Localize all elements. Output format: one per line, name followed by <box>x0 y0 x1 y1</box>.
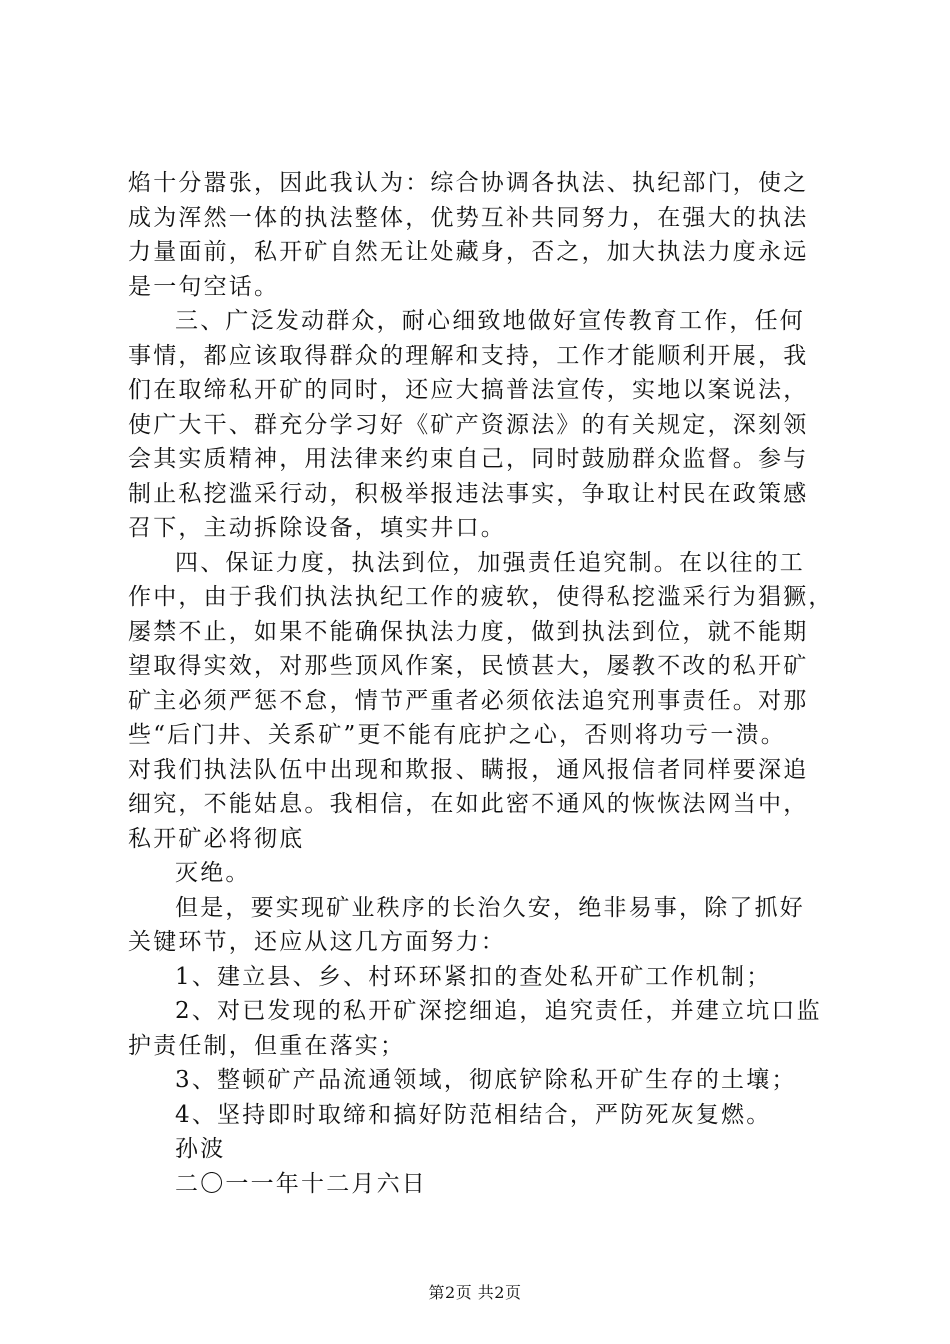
text-line: 些“后门井、关系矿”更不能有庇护之心，否则将功亏一溃。 <box>128 722 786 748</box>
paragraph-three-start: 三、广泛发动群众，耐心细致地做好宣传教育工作，任何 <box>175 308 805 334</box>
list-item: 4、坚持即时取缔和搞好防范相结合，严防死灰复燃。 <box>175 1101 772 1128</box>
text-line: 成为浑然一体的执法整体，优势互补共同努力，在强大的执法 <box>128 204 809 231</box>
list-item: 1、建立县、乡、村环环紧扣的查处私开矿工作机制； <box>175 963 772 990</box>
text-line: 私开矿必将彻底 <box>128 825 305 852</box>
author-name: 孙波 <box>175 1136 226 1162</box>
body-text <box>128 166 833 1201</box>
text-line: 会其实质精神，用法律来约束自己，同时鼓励群众监督。参与 <box>128 446 809 472</box>
text-line: 关键环节，还应从这几方面努力： <box>128 929 506 955</box>
text-line: 护责任制，但重在落实； <box>128 1032 406 1059</box>
text-line: 作中，由于我们执法执纪工作的疲软，使得私挖滥采行为猖獗， <box>128 584 834 610</box>
page-number-footer: 第2页 共2页 <box>428 1283 522 1302</box>
text-line: 望取得实效，对那些顶风作案，民愤甚大，屡教不改的私开矿 <box>128 653 809 679</box>
text-line: 灭绝。 <box>175 860 251 886</box>
text-line: 们在取缔私开矿的同时，还应大搞普法宣传，实地以案说法， <box>128 377 809 403</box>
paragraph-conclusion-start: 但是，要实现矿业秩序的长治久安，绝非易事，除了抓好 <box>175 894 805 921</box>
paragraph-four-start: 四、保证力度，执法到位，加强责任追究制。在以往的工 <box>175 549 805 576</box>
text-line: 矿主必须严惩不怠，情节严重者必须依法追究刑事责任。对那 <box>128 687 809 714</box>
text-line: 事情，都应该取得群众的理解和支持，工作才能顺利开展，我 <box>128 342 809 369</box>
text-line: 是一句空话。 <box>128 273 280 300</box>
text-line: 细究，不能姑息。我相信，在如此密不通风的恢恢法网当中， <box>128 791 809 817</box>
text-line: 力量面前，私开矿自然无让处藏身，否之，加大执法力度永远 <box>128 239 809 265</box>
text-line: 焰十分嚣张，因此我认为：综合协调各执法、执纪部门，使之 <box>128 170 809 196</box>
document-date: 二〇一一年十二月六日 <box>175 1170 427 1197</box>
text-line: 屡禁不止，如果不能确保执法力度，做到执法到位，就不能期 <box>128 618 809 645</box>
text-line: 使广大干、群充分学习好《矿产资源法》的有关规定，深刻领 <box>128 411 809 438</box>
text-line: 召下，主动拆除设备，填实井口。 <box>128 515 506 541</box>
text-line: 对我们执法队伍中出现和欺报、瞒报，通风报信者同样要深追 <box>128 756 809 783</box>
text-line: 制止私挖滥采行动，积极举报违法事实，争取让村民在政策感 <box>128 480 809 507</box>
list-item: 2、对已发现的私开矿深挖细追，追究责任，并建立坑口监 <box>175 998 822 1024</box>
list-item: 3、整顿矿产品流通领域，彻底铲除私开矿生存的土壤； <box>175 1067 797 1093</box>
